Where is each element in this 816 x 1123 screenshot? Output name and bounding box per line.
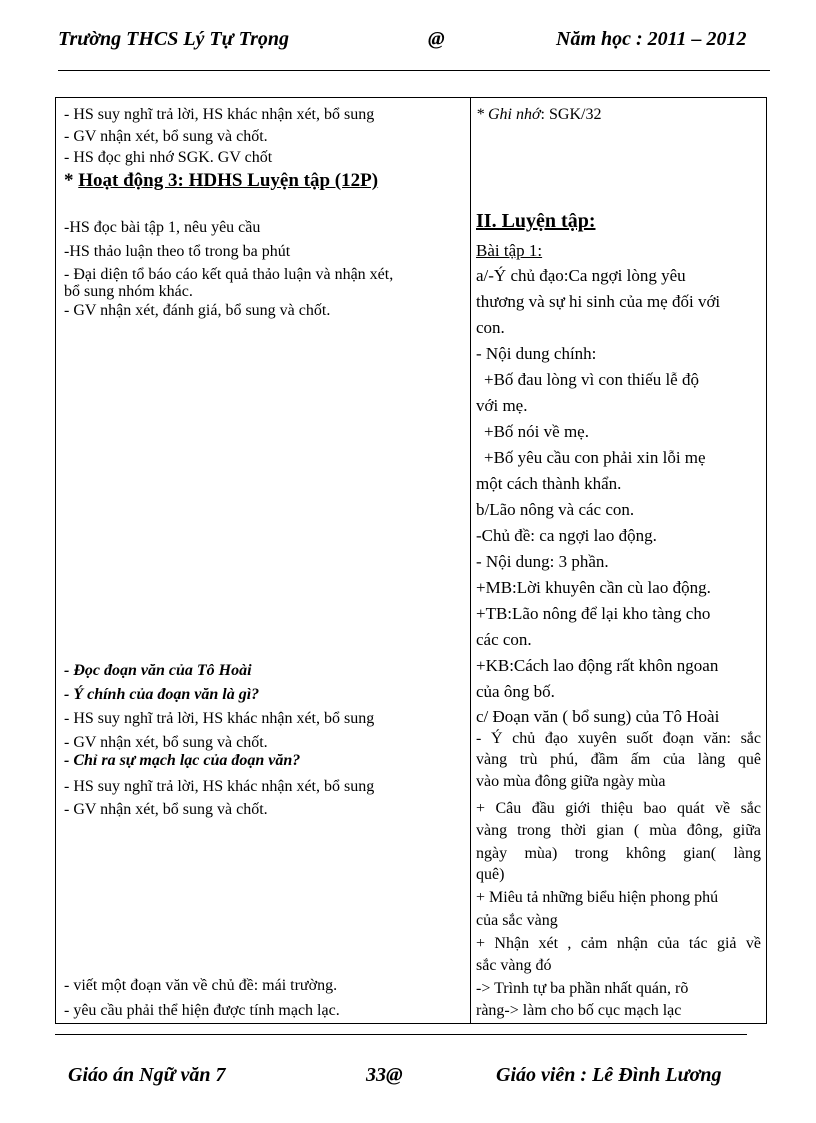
right-line: của ông bố. [476, 682, 555, 701]
table-right-border [766, 97, 767, 1024]
right-line: b/Lão nông và các con. [476, 500, 635, 519]
left-line: - GV nhận xét, đánh giá, bổ sung và chốt. [64, 302, 331, 319]
left-line: - HS suy nghĩ trả lời, HS khác nhận xét, bổ sung [64, 778, 375, 795]
footer-page-number: 33@ [366, 1064, 403, 1086]
right-line: vàng trù phú, đầm ấm của làng quê [476, 751, 761, 768]
table-left-border [55, 97, 56, 1024]
activity-3-title: * Hoạt động 3: HDHS Luyện tập (12P) [64, 170, 379, 191]
left-line: - HS suy nghĩ trả lời, HS khác nhận xét, bổ sung [64, 106, 375, 123]
right-line: -Chủ đề: ca ngợi lao động. [476, 526, 657, 545]
left-line: - HS đọc ghi nhớ SGK. GV chốt [64, 149, 273, 166]
right-line: +Bố đau lòng vì con thiếu lễ độ [484, 370, 699, 389]
right-line: + Câu đầu giới thiệu bao quát về sắc [476, 800, 761, 817]
right-line: +Bố nói về mẹ. [484, 422, 589, 441]
right-line: a/-Ý chủ đạo:Ca ngợi lòng yêu [476, 266, 686, 285]
footer-teacher: Giáo viên : Lê Đình Lương [496, 1064, 722, 1086]
left-line: -HS thảo luận theo tổ trong ba phút [64, 243, 291, 260]
right-line: - Nội dung chính: [476, 344, 597, 363]
header-school: Trường THCS Lý Tự Trọng [58, 28, 290, 50]
left-line: bổ sung nhóm khác. [64, 283, 193, 300]
right-line: + Miêu tả những biểu hiện phong phú [476, 889, 719, 906]
right-line: +MB:Lời khuyên cần cù lao động. [476, 578, 711, 597]
right-line: thương và sự hi sinh của mẹ đối với [476, 292, 721, 311]
right-line: với mẹ. [476, 396, 528, 415]
right-line: con. [476, 318, 505, 337]
left-line: - yêu cầu phải thể hiện được tính mạch lạc. [64, 1002, 340, 1019]
right-column [476, 0, 761, 1123]
right-line: - Ý chủ đạo xuyên suốt đoạn văn: sắc [476, 730, 761, 747]
right-line: sắc vàng đó [476, 957, 552, 974]
exercise-1-title: Bài tập 1: [476, 241, 543, 260]
header-school-year: Năm học : 2011 – 2012 [556, 28, 747, 50]
right-line: của sắc vàng [476, 912, 558, 929]
left-line-bold: - Đọc đoạn văn của Tô Hoài [64, 662, 252, 679]
left-line: - GV nhận xét, bổ sung và chốt. [64, 801, 268, 818]
section-practice-title: II. Luyện tập: [476, 210, 596, 232]
right-line: c/ Đoạn văn ( bổ sung) của Tô Hoài [476, 707, 720, 726]
memo-note: * Ghi nhớ: SGK/32 [476, 106, 602, 123]
right-line: +KB:Cách lao động rất khôn ngoan [476, 656, 719, 675]
left-line: - GV nhận xét, bổ sung và chốt. [64, 734, 268, 751]
right-line: +TB:Lão nông để lại kho tàng cho [476, 604, 711, 623]
left-line: - viết một đoạn văn về chủ đề: mái trường. [64, 977, 338, 994]
left-column [64, 0, 470, 1123]
left-line: - HS suy nghĩ trả lời, HS khác nhận xét, bổ sung [64, 710, 375, 727]
activity-3-heading [64, 172, 378, 190]
footer-lesson-plan: Giáo án Ngữ văn 7 [68, 1064, 226, 1086]
right-line: ràng-> làm cho bố cục mạch lạc [476, 1002, 682, 1019]
left-line: - GV nhận xét, bổ sung và chốt. [64, 128, 268, 145]
left-line: - Đại diện tổ báo cáo kết quả thảo luận và nhận xét, [64, 266, 394, 283]
right-line: các con. [476, 630, 532, 649]
right-line: +Bố yêu cầu con phải xin lỗi mẹ [484, 448, 706, 467]
right-line: -> Trình tự ba phần nhất quán, rõ [476, 980, 689, 997]
header-symbol: @ [428, 28, 445, 50]
right-line: một cách thành khẩn. [476, 474, 622, 493]
right-line: quê) [476, 866, 505, 883]
left-line: -HS đọc bài tập 1, nêu yêu cầu [64, 219, 261, 236]
right-line: - Nội dung: 3 phần. [476, 552, 609, 571]
right-line: ngày mùa) trong không gian( làng [476, 845, 761, 862]
column-divider [470, 97, 471, 1024]
right-line: vàng trong thời gian ( mùa đông, giữa [476, 822, 761, 839]
left-line-bold: - Chỉ ra sự mạch lạc của đoạn văn? [64, 752, 301, 769]
left-line-bold: - Ý chính của đoạn văn là gì? [64, 686, 260, 703]
right-line: vào mùa đông giữa ngày mùa [476, 773, 666, 790]
footer-rule [55, 1034, 747, 1035]
right-line: + Nhận xét , cảm nhận của tác giả về [476, 935, 761, 952]
